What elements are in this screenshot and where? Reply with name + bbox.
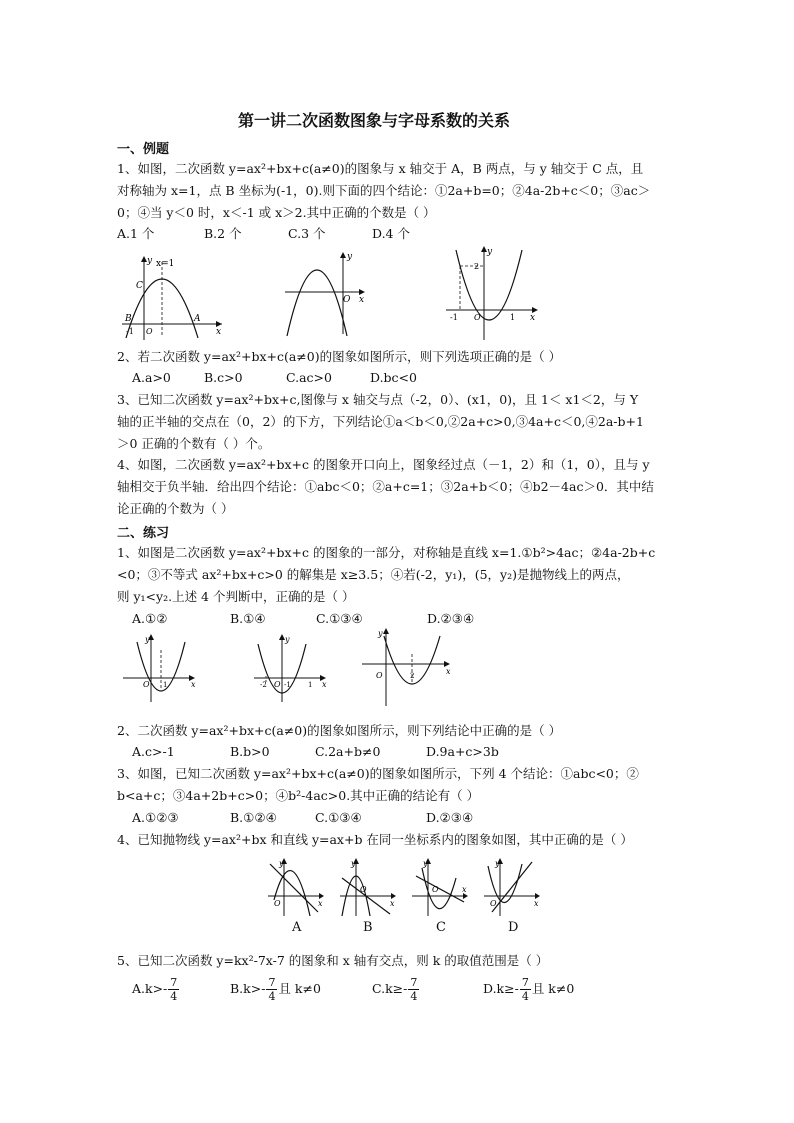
q3-line-1: 3、已知二次函数 y=ax²+bx+c,图像与 x 轴交与点（-2，0）、(x1，0)，且 1＜ x1＜2，与 Y [117,392,639,407]
figure-p4-graph-d [482,856,544,918]
p5-line-1: 5、已知二次函数 y=kx²-7x-7 的图象和 x 轴有交点，则 k 的取值范围是（ ） [117,953,549,968]
fraction-denominator: 4 [170,990,178,1003]
p2-option-c: C.2a+b≠0 [315,744,381,759]
fig4-label-y: y [145,635,150,644]
fig5-label-minus2: -2 [260,681,267,689]
p1-option-a: A.①② [132,611,168,626]
fraction-numerator: 7 [170,976,178,989]
graph-a-label-y: y [279,859,284,868]
graph-c-label-y: y [423,859,428,868]
p5-option-a-prefix: A.k>- [132,981,168,996]
figure-q1-parabola [120,252,230,342]
q1-option-b: B.2 个 [204,226,242,241]
fig5-label-minus1: -1 [284,681,291,689]
q1-option-c: C.3 个 [288,226,326,241]
fig1-label-o: O [146,327,153,336]
fig1-label-y: y [147,256,153,266]
figure-p4-graph-a [266,856,328,918]
fraction-numerator: 7 [521,976,529,989]
p5-option-c-prefix: C.k≥- [372,981,408,996]
fig5-label-x: x [322,680,327,689]
graph-b-caption: B [363,920,373,935]
q4-line-2: 轴相交于负半轴．给出四个结论：①abc＜0；②a+c=1；③2a+b＜0；④b2－4ac＞0．其中结 [117,479,654,494]
fig6-label-y: y [378,629,383,638]
graph-b-label-o: O [360,885,367,894]
q2-line-1: 2、若二次函数 y=ax²+bx+c(a≠0)的图象如图所示，则下列选项正确的是（ ） [117,349,562,364]
p3-option-a: A.①②③ [132,810,179,825]
graph-a-label-x: x [318,899,323,908]
fig5-label-o: O [274,680,281,689]
fig3-label-x: x [530,313,536,323]
p5-option-b-fraction [266,976,277,1003]
graph-a-label-o: O [274,899,281,908]
q4-line-1: 4、如图，二次函数 y=ax²+bx+c 的图象开口向上，图象经过点（－1，2）和（1，0），且与 y [117,457,650,472]
p5-option-d-suffix: 且 k≠0 [531,981,575,996]
fig4-label-1: 1 [163,681,168,689]
p5-option-b-prefix: B.k>- [230,981,266,996]
fig3-label-1: 1 [510,313,516,322]
fig5-label-y: y [285,635,290,644]
fig5-label-1: 1 [308,681,313,689]
graph-b-label-x: x [390,899,395,908]
fig3-label-y: y [487,247,493,257]
figure-p4-graph-b [338,856,400,918]
fraction-denominator: 4 [521,990,529,1003]
fig1-label-minus1: -1 [126,327,134,336]
p3-option-c: C.①③④ [315,810,362,825]
p5-option-b-suffix: 且 k≠0 [278,981,321,996]
graph-c-label-x: x [462,885,467,894]
q1-line-2: 对称轴为 x=1，点 B 坐标为(-1，0).则下面的四个结论：①2a+b=0；②4a-2b+c＜0；③ac＞ [117,183,651,198]
p5-option-a [132,976,180,1003]
fig1-label-x: x [216,327,222,337]
fraction-numerator: 7 [410,976,418,989]
section-heading-practice: 二、练习 [117,526,170,541]
p1-option-b: B.①④ [230,611,266,626]
figure-p2-parabola [252,630,332,705]
graph-b-label-y: y [351,859,356,868]
p1-line-3: 则 y₁<y₂.上述 4 个判断中，正确的是（ ） [117,589,355,604]
fig3-label-minus1: -1 [450,313,458,322]
section-heading-examples: 一、例题 [117,142,170,157]
fig1-label-a: A [194,314,201,324]
fraction-denominator: 4 [268,990,276,1003]
p1-line-2: <0；③不等式 ax²+bx+c>0 的解集是 x≥3.5；④若(-2，y₁)，(5，y₂)是抛物线上的两点， [117,567,630,582]
figure-p1-parabola [121,630,201,705]
fig2-label-o: O [343,295,351,305]
fig6-label-2: 2 [410,672,415,680]
q1-option-d: D.4 个 [372,226,410,241]
fig4-label-o: O [143,680,150,689]
graph-c-caption: C [436,920,446,935]
p3-option-b: B.①②④ [230,810,277,825]
graph-c-label-o: O [432,885,439,894]
p5-option-c [372,976,420,1003]
q4-line-3: 论正确的个数为（ ） [117,501,234,516]
p5-option-c-fraction [408,976,419,1003]
fig1-label-c: C [136,281,143,291]
p4-line-1: 4、已知抛物线 y=ax²+bx 和直线 y=ax+b 在同一坐标系内的图象如图，其中正确的是（ ） [117,832,633,847]
q1-line-1: 1、如图，二次函数 y=ax²+bx+c(a≠0)的图象与 x 轴交于 A，B 两点，与 y 轴交于 C 点，且 [117,161,644,176]
p2-option-a: A.c>-1 [132,744,175,759]
p5-option-b [230,976,321,1003]
graph-d-label-o: O [490,899,497,908]
graph-d-label-y: y [495,859,500,868]
p1-option-c: C.①③④ [316,611,363,626]
p3-line-2: b<a+c；③4a+2b+c>0；④b²-4ac>0.其中正确的结论有（ ） [117,788,480,803]
fig1-label-axis: x=1 [156,259,175,269]
fraction-numerator: 7 [268,976,276,989]
q2-option-a: A.a>0 [132,370,171,385]
figure-p4-graph-c [410,856,472,918]
p2-line-1: 2、二次函数 y=ax²+bx+c(a≠0)的图象如图所示，则下列结论中正确的是（ ） [117,723,562,738]
figure-q2-parabola [283,248,373,338]
p1-line-1: 1、如图是二次函数 y=ax²+bx+c 的图象的一部分，对称轴是直线 x=1.①b²>4ac；②4a-2b+c [117,545,656,560]
p5-option-d-fraction [520,976,531,1003]
p5-option-d-prefix: D.k≥- [483,981,519,996]
fig3-label-o: O [474,313,481,322]
figure-q4-parabola [444,242,544,342]
p3-line-1: 3、如图，已知二次函数 y=ax²+bx+c(a≠0)的图象如图所示，下列 4 个结论：①abc<0；② [117,766,639,781]
fig2-label-x: x [359,295,365,305]
p1-option-d: D.②③④ [427,611,475,626]
p5-option-a-fraction [168,976,179,1003]
fig2-label-y: y [347,252,353,262]
fig6-label-o: O [376,671,383,680]
fig6-label-x: x [446,667,451,676]
figure-p3-parabola [360,624,455,709]
fraction-denominator: 4 [410,990,418,1003]
p5-option-d [483,976,574,1003]
q2-option-b: B.c>0 [204,370,243,385]
q3-line-2: 轴的正半轴的交点在（0，2）的下方，下列结论①a＜b＜0,②2a+c>0,③4a+c＜0,④2a-b+1 [117,414,644,429]
q1-line-3: 0；④当 y＜0 时，x＜-1 或 x＞2.其中正确的个数是（ ） [117,205,436,220]
p3-option-d: D.②③④ [426,810,474,825]
fig4-label-x: x [191,680,196,689]
graph-d-label-x: x [534,899,539,908]
fig1-label-b: B [125,314,132,324]
q3-line-3: ＞0 正确的个数有（ ）个。 [117,436,271,451]
graph-d-caption: D [508,920,519,935]
q1-option-a: A.1 个 [117,226,155,241]
p2-option-b: B.b>0 [230,744,270,759]
q2-option-d: D.bc<0 [370,370,417,385]
p2-option-d: D.9a+c>3b [426,744,499,759]
fig3-label-2: 2 [474,262,480,271]
page-title: 第一讲二次函数图象与字母系数的关系 [238,111,511,130]
q2-option-c: C.ac>0 [286,370,332,385]
graph-a-caption: A [292,920,302,935]
